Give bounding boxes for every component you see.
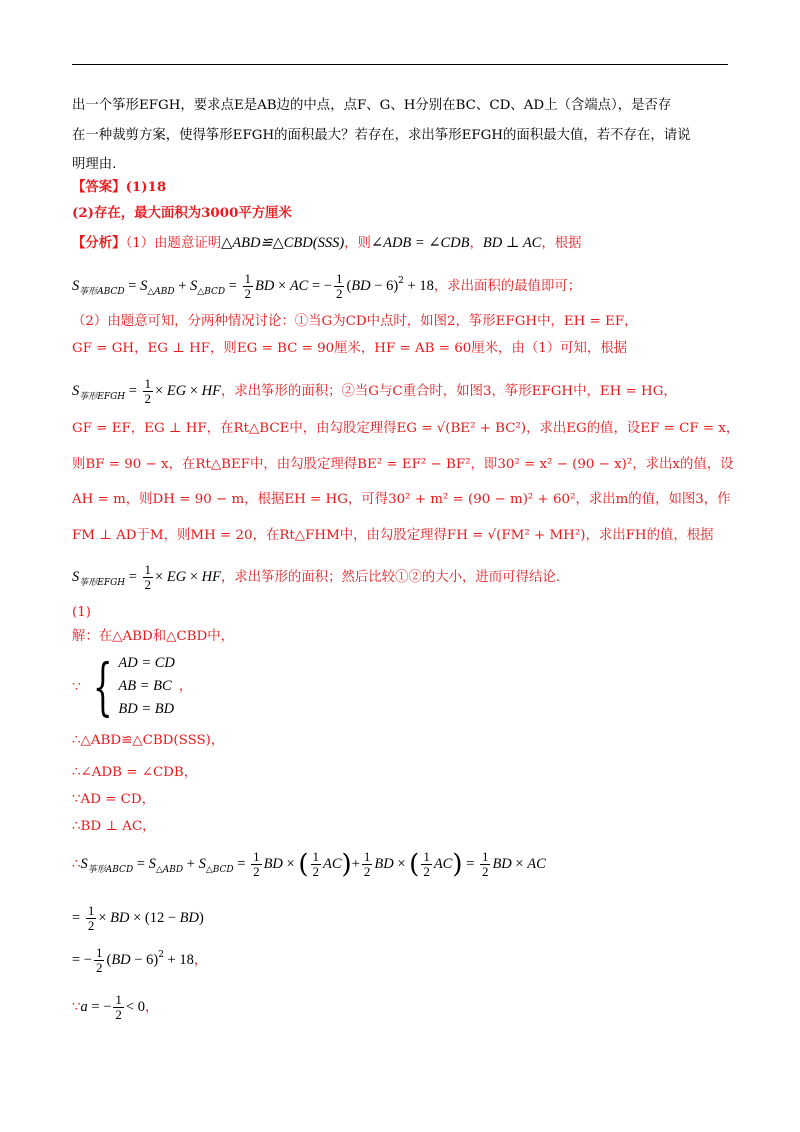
system-eq-2: AB = BC — [118, 678, 172, 694]
analysis-area-formula-3: $S_{筝形EFGH}$ = $\frac{1}{2}$ × EG × HF — [72, 562, 221, 592]
solution-step-8: ∵a = − $\frac{1}{2}$ < 0， — [72, 992, 159, 1022]
analysis-line-4: GF = GH，EG ⊥ HF，则EG = BC = 90厘米，HF = AB = 60厘米，由（1）可知，根据 — [72, 341, 628, 356]
analysis-line-6: GF = EF，EG ⊥ HF，在Rt△BCE中，由勾股定理得EG = √(BE² + BC²)，求出EG的值，设EF = CF = x， — [72, 421, 740, 436]
problem-line-2: 在一种裁剪方案，使得筝形EFGH的面积最大？若存在，求出筝形EFGH的面积最大值，若不存在，请说 — [72, 128, 691, 143]
solution-step-6: = $\frac{1}{2}$ × BD × (12 − BD) — [72, 903, 204, 933]
analysis-line-5 — [72, 377, 677, 406]
problem-line-1: 出一个筝形EFGH，要求点E是AB边的中点，点F、G、H分别在BC、CD、AD上（含端点），是否存 — [72, 98, 672, 113]
solution-part-label: (1) — [72, 605, 91, 620]
analysis-line-7: 则BF = 90 − x，在Rt△BEF中，由勾股定理得BE² = EF² − BF²，即30² = x² − (90 − x)²，求出x的值，设 — [72, 457, 734, 472]
answer-line-1 — [72, 178, 166, 196]
answer-part-1: (1)18 — [125, 179, 167, 195]
analysis-text: ，求出面积的最值即可； — [433, 279, 582, 294]
header-rule — [72, 64, 728, 65]
system-eq-1: AD = CD — [118, 655, 175, 671]
analysis-text: ，求出筝形的面积；然后比较①②的大小，进而可得结论. — [220, 570, 561, 585]
analysis-area-formula-1: $S_{筝形ABCD} = S_{\triangle ABD} + S_{\triangle BCD}$ = $\frac{1}{2}$ BD × AC = − $\frac{1}{2}$ (BD − 6)$^2$ + 18 — [72, 271, 434, 301]
analysis-line-9: FM ⊥ AD于M，则MH = 20，在Rt△FHM中，由勾股定理得FH = √(FM² + MH²)，求出FH的值，根据 — [72, 528, 714, 543]
solution-intro: 解：在△ABD和△CBD中， — [72, 629, 235, 644]
analysis-line-2 — [72, 272, 581, 301]
analysis-text: ，根据 — [541, 236, 582, 251]
system-eq-3: BD = BD — [118, 701, 175, 717]
analysis-line-3: （2）由题意可知，分两种情况讨论：①当G为CD中点时，如图2，筝形EFGH中，EH = EF， — [72, 314, 638, 329]
solution-step-3: ∵AD = CD， — [72, 792, 156, 807]
analysis-text: ， — [469, 236, 483, 251]
solution-system: ∵ { AD = CD AB = BC BD = BD ， — [72, 649, 193, 723]
answer-tag: 【答案】 — [72, 179, 126, 195]
solution-step-1: ∴△ABD≌△CBD(SSS)， — [72, 733, 225, 748]
analysis-text: ，求出筝形的面积；②当G与C重合时，如图3，筝形EFGH中，EH = HG， — [220, 384, 677, 399]
analysis-text: （1）由题意证明 — [125, 236, 222, 251]
analysis-tag: 【分析】 — [72, 235, 126, 251]
analysis-math: ∠ADB = ∠CDB — [370, 235, 470, 251]
analysis-line-1 — [72, 234, 582, 253]
analysis-math: △ABD≌△CBD(SSS) — [221, 235, 345, 251]
solution-step-2: ∴∠ADB = ∠CDB， — [72, 765, 198, 780]
analysis-line-10 — [72, 563, 560, 592]
solution-step-5: $\therefore S_{筝形ABCD} = S_{\triangle ABD} + S_{\triangle BCD}$ = $\frac{1}{2}$ BD × ( $\frac{1}{2}$ AC)+ $\frac{1}{2}$ BD × ( $\frac{1}{2}$ AC) = $\frac{1}{2}$ BD × AC — [72, 849, 546, 880]
solution-step-4: ∴BD ⊥ AC， — [72, 819, 156, 834]
analysis-math: BD ⊥ AC — [482, 235, 542, 251]
analysis-text: ，则 — [344, 236, 371, 251]
analysis-area-formula-2: $S_{筝形EFGH}$ = $\frac{1}{2}$ × EG × HF — [72, 376, 221, 406]
problem-line-3: 明理由. — [72, 157, 117, 172]
solution-step-7: = − $\frac{1}{2}$ (BD − 6)$^2$ + 18， — [72, 945, 208, 975]
answer-line-2: (2)存在，最大面积为3000平方厘米 — [72, 205, 292, 221]
analysis-line-8: AH = m，则DH = 90 − m，根据EH = HG，可得30² + m² = (90 − m)² + 60²，求出m的值，如图3，作 — [72, 492, 731, 507]
